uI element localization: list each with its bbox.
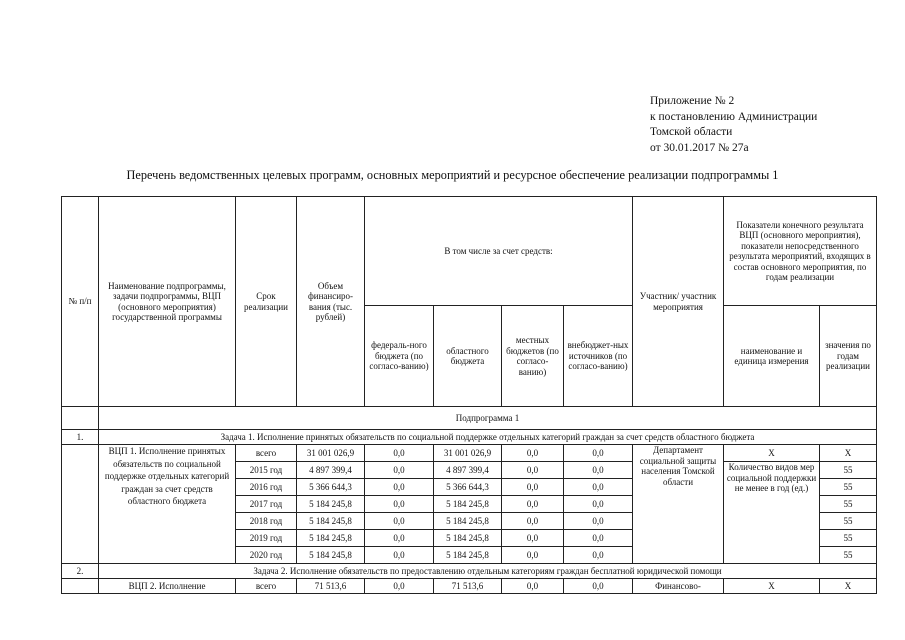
vcp-1-term: всего <box>236 445 297 462</box>
vcp-1-term: 2020 год <box>236 547 297 564</box>
vcp-1-regional: 4 897 399,4 <box>434 462 502 479</box>
vcp-2-federal: 0,0 <box>365 579 434 594</box>
vcp-1-volume: 5 184 245,8 <box>297 496 365 513</box>
header-participant: Участник/ участник мероприятия <box>633 197 724 407</box>
vcp-1-volume: 5 184 245,8 <box>297 547 365 564</box>
vcp-2-indicator-x: Х <box>724 579 820 594</box>
vcp-1-extra: 0,0 <box>564 547 633 564</box>
vcp-1-volume: 4 897 399,4 <box>297 462 365 479</box>
vcp-1-value: 55 <box>820 479 877 496</box>
vcp-2-volume: 71 513,6 <box>297 579 365 594</box>
vcp-2-local: 0,0 <box>502 579 564 594</box>
table-row <box>62 579 877 594</box>
vcp-2-value-x: Х <box>820 579 877 594</box>
task-row-1 <box>62 430 877 445</box>
vcp-1-extra: 0,0 <box>564 445 633 462</box>
task-1-text: Задача 1. Исполнение принятых обязательств по социальной поддержке отдельных категорий граждан за счет средств областного бюджета <box>99 430 877 445</box>
vcp-1-value: 55 <box>820 547 877 564</box>
vcp-1-indicator-name: Количество видов мер социальной поддержки не менее в год (ед.) <box>724 462 820 564</box>
appendix-block <box>650 94 817 156</box>
table-row <box>62 445 877 462</box>
vcp-1-value: 55 <box>820 496 877 513</box>
vcp-1-volume: 31 001 026,9 <box>297 445 365 462</box>
vcp-1-federal: 0,0 <box>365 547 434 564</box>
header-indicator-values: значения по годам реализации <box>820 306 877 407</box>
vcp-1-extra: 0,0 <box>564 462 633 479</box>
header-term: Срок реализации <box>236 197 297 407</box>
vcp-1-term: 2018 год <box>236 513 297 530</box>
vcp-2-regional: 71 513,6 <box>434 579 502 594</box>
vcp-1-regional: 31 001 026,9 <box>434 445 502 462</box>
task-1-num: 1. <box>62 430 99 445</box>
vcp-1-local: 0,0 <box>502 479 564 496</box>
vcp-1-name: ВЦП 1. Исполнение принятых обязательств по социальной поддержке отдельных категорий граждан за счет средств областного бюджета <box>99 445 236 564</box>
vcp-1-extra: 0,0 <box>564 479 633 496</box>
header-indicators: Показатели конечного результата ВЦП (основного мероприятия), показатели непосредственного результата мероприятий, входящих в состав основного мероприятия, по годам реализации <box>724 197 877 306</box>
vcp-1-local: 0,0 <box>502 530 564 547</box>
vcp-1-indicator-x: Х <box>724 445 820 462</box>
vcp-1-local: 0,0 <box>502 513 564 530</box>
task-2-num: 2. <box>62 564 99 579</box>
programs-table <box>61 196 877 594</box>
vcp-1-regional: 5 184 245,8 <box>434 513 502 530</box>
header-including: В том числе за счет средств: <box>365 197 633 306</box>
header-volume: Объем финансиро-вания (тыс. рублей) <box>297 197 365 407</box>
header-regional: областного бюджета <box>434 306 502 407</box>
header-name: Наименование подпрограммы, задачи подпрограммы, ВЦП (основного мероприятия) государственной программы <box>99 197 236 407</box>
vcp-1-regional: 5 366 644,3 <box>434 479 502 496</box>
vcp-1-federal: 0,0 <box>365 479 434 496</box>
header-num: № п/п <box>62 197 99 407</box>
vcp-1-value: 55 <box>820 513 877 530</box>
vcp-1-extra: 0,0 <box>564 496 633 513</box>
header-indicator-name: наименование и единица измерения <box>724 306 820 407</box>
vcp-1-term: 2015 год <box>236 462 297 479</box>
subprogram-row <box>62 407 877 430</box>
vcp-1-regional: 5 184 245,8 <box>434 496 502 513</box>
vcp-1-federal: 0,0 <box>365 445 434 462</box>
appendix-line-2: к постановлению Администрации <box>650 110 818 123</box>
header-local: местных бюджетов (по согласо-ванию) <box>502 306 564 407</box>
vcp-1-volume: 5 184 245,8 <box>297 530 365 547</box>
vcp-1-volume: 5 184 245,8 <box>297 513 365 530</box>
appendix-line-4: от 30.01.2017 № 27а <box>650 141 749 154</box>
vcp-1-federal: 0,0 <box>365 496 434 513</box>
header-extra: внебюджет-ных источников (по согласо-ванию) <box>564 306 633 407</box>
vcp-2-name: ВЦП 2. Исполнение <box>99 579 236 594</box>
document-title: Перечень ведомственных целевых программ, основных мероприятий и ресурсное обеспечение реализации подпрограммы 1 <box>126 168 779 182</box>
vcp-1-local: 0,0 <box>502 462 564 479</box>
vcp-1-value: 55 <box>820 530 877 547</box>
vcp-1-term: 2019 год <box>236 530 297 547</box>
appendix-line-3: Томской области <box>650 126 733 138</box>
vcp-1-federal: 0,0 <box>365 462 434 479</box>
vcp-2-term: всего <box>236 579 297 594</box>
subprogram-title: Подпрограмма 1 <box>99 407 877 430</box>
task-row-2 <box>62 564 877 579</box>
task-2-text: Задача 2. Исполнение обязательств по предоставлению отдельным категориям граждан бесплатной юридической помощи <box>99 564 877 579</box>
vcp-1-participant: Департамент социальной защиты населения Томской области <box>633 445 724 564</box>
vcp-1-term: 2016 год <box>236 479 297 496</box>
vcp-1-local: 0,0 <box>502 547 564 564</box>
vcp-1-regional: 5 184 245,8 <box>434 530 502 547</box>
vcp-1-term: 2017 год <box>236 496 297 513</box>
vcp-1-federal: 0,0 <box>365 513 434 530</box>
vcp-1-value: 55 <box>820 462 877 479</box>
vcp-1-extra: 0,0 <box>564 513 633 530</box>
header-row-1 <box>62 197 877 306</box>
vcp-1-regional: 5 184 245,8 <box>434 547 502 564</box>
vcp-1-local: 0,0 <box>502 496 564 513</box>
vcp-1-federal: 0,0 <box>365 530 434 547</box>
vcp-1-value-x: Х <box>820 445 877 462</box>
appendix-line-1: Приложение № 2 <box>650 95 735 107</box>
vcp-2-participant: Финансово- <box>633 579 724 594</box>
vcp-1-local: 0,0 <box>502 445 564 462</box>
vcp-1-extra: 0,0 <box>564 530 633 547</box>
vcp-2-extra: 0,0 <box>564 579 633 594</box>
vcp-1-volume: 5 366 644,3 <box>297 479 365 496</box>
header-federal: федераль-ного бюджета (по согласо-ванию) <box>365 306 434 407</box>
